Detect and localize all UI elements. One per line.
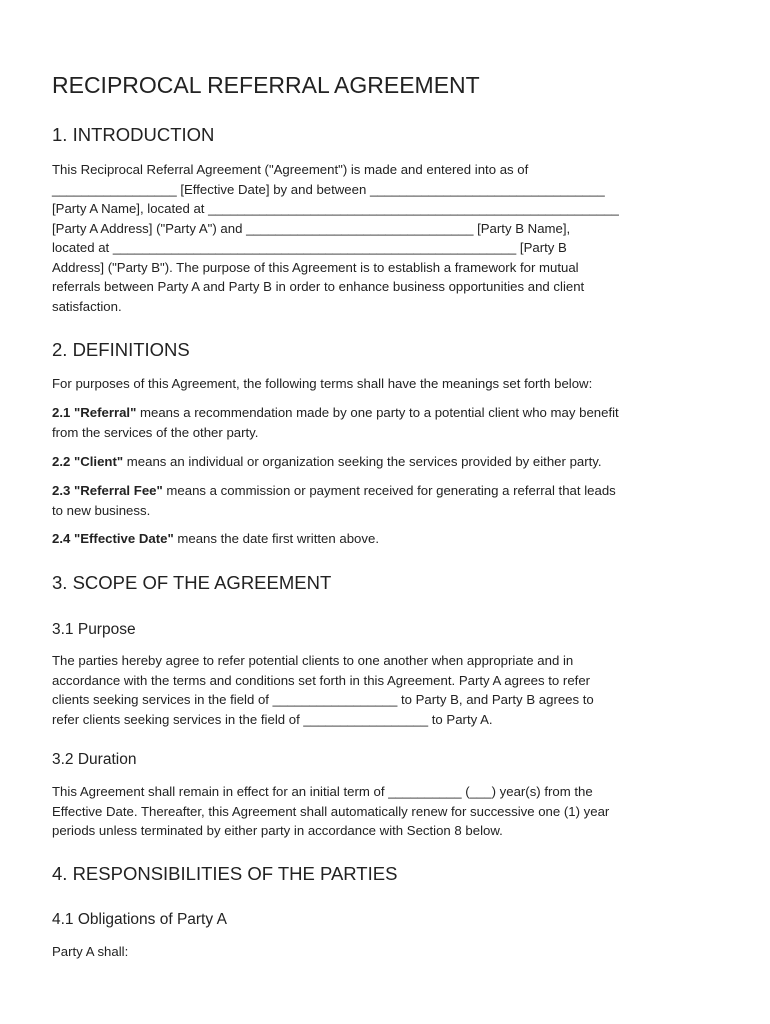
paragraph-line: This Agreement shall remain in effect for an initial term of __________ (___) year(s) from the: [52, 784, 593, 799]
paragraph-line: [52, 529, 724, 549]
subsection-heading-purpose: 3.1 Purpose: [52, 621, 136, 638]
section-heading-responsibilities: 4. RESPONSIBILITIES OF THE PARTIES: [52, 863, 398, 884]
paragraph-line: refer clients seeking services in the field of _________________ to Party A.: [52, 711, 493, 727]
subsection-heading-duration: 3.2 Duration: [52, 751, 137, 768]
definition-referral-fee: [52, 481, 724, 520]
paragraph-line: satisfaction.: [52, 298, 122, 314]
definition-term: 2.2 "Client": [52, 454, 124, 469]
paragraph-line: [52, 403, 724, 423]
definitions-intro: [52, 374, 724, 394]
paragraph-line: [Party A Name], located at ________________________________________________________: [52, 201, 619, 216]
section-heading-introduction: 1. INTRODUCTION: [52, 124, 215, 145]
paragraph-line: [Party A Address] ("Party A") and _______________________________ [Party B Name],: [52, 220, 571, 236]
definition-term: 2.4 "Effective Date": [52, 531, 174, 546]
definition-term: 2.1 "Referral": [52, 405, 137, 420]
paragraph-line: This Reciprocal Referral Agreement ("Agreement") is made and entered into as of: [52, 162, 529, 177]
paragraph-line: to new business.: [52, 502, 151, 518]
paragraph-line: periods unless terminated by either party in accordance with Section 8 below.: [52, 823, 503, 838]
duration-paragraph: [52, 782, 724, 841]
paragraph-line: The parties hereby agree to refer potential clients to one another when appropriate and in: [52, 653, 574, 668]
definition-referral: [52, 403, 724, 442]
introduction-paragraph: [52, 160, 724, 316]
paragraph-line: [52, 452, 724, 472]
definition-text: means a commission or payment received for generating a referral that leads: [162, 483, 616, 498]
definition-text: means a recommendation made by one party to a potential client who may benefit: [136, 405, 619, 420]
section-heading-scope: 3. SCOPE OF THE AGREEMENT: [52, 572, 332, 593]
paragraph-line: clients seeking services in the field of _________________ to Party B, and Party B agrees to: [52, 692, 594, 707]
paragraph-line: Party A shall:: [52, 944, 129, 959]
document-title: RECIPROCAL REFERRAL AGREEMENT: [52, 72, 480, 98]
paragraph-line: Address] ("Party B"). The purpose of this Agreement is to establish a framework for mutual: [52, 259, 579, 275]
paragraph-line: _________________ [Effective Date] by and between ________________________________: [52, 181, 605, 197]
paragraph-line: from the services of the other party.: [52, 424, 259, 440]
paragraph-line: Effective Date. Thereafter, this Agreement shall automatically renew for successive one (1) year: [52, 803, 610, 819]
paragraph-line: accordance with the terms and conditions set forth in this Agreement. Party A agrees to refer: [52, 672, 591, 688]
paragraph-line: located at _______________________________________________________ [Party B: [52, 240, 567, 255]
subsection-heading-party-a-obligations: 4.1 Obligations of Party A: [52, 911, 227, 928]
paragraph-line: [52, 481, 724, 501]
paragraph-line: For purposes of this Agreement, the following terms shall have the meanings set forth below:: [52, 376, 593, 391]
definition-effective-date: [52, 529, 724, 549]
definition-client: [52, 452, 724, 472]
definition-text: means the date first written above.: [173, 531, 379, 546]
party-a-obligations-text: [52, 942, 724, 962]
purpose-paragraph: [52, 651, 724, 729]
paragraph-line: referrals between Party A and Party B in order to enhance business opportunities and client: [52, 279, 585, 294]
definition-text: means an individual or organization seeking the services provided by either party.: [123, 454, 602, 469]
section-heading-definitions: 2. DEFINITIONS: [52, 339, 190, 360]
definition-term: 2.3 "Referral Fee": [52, 483, 163, 498]
